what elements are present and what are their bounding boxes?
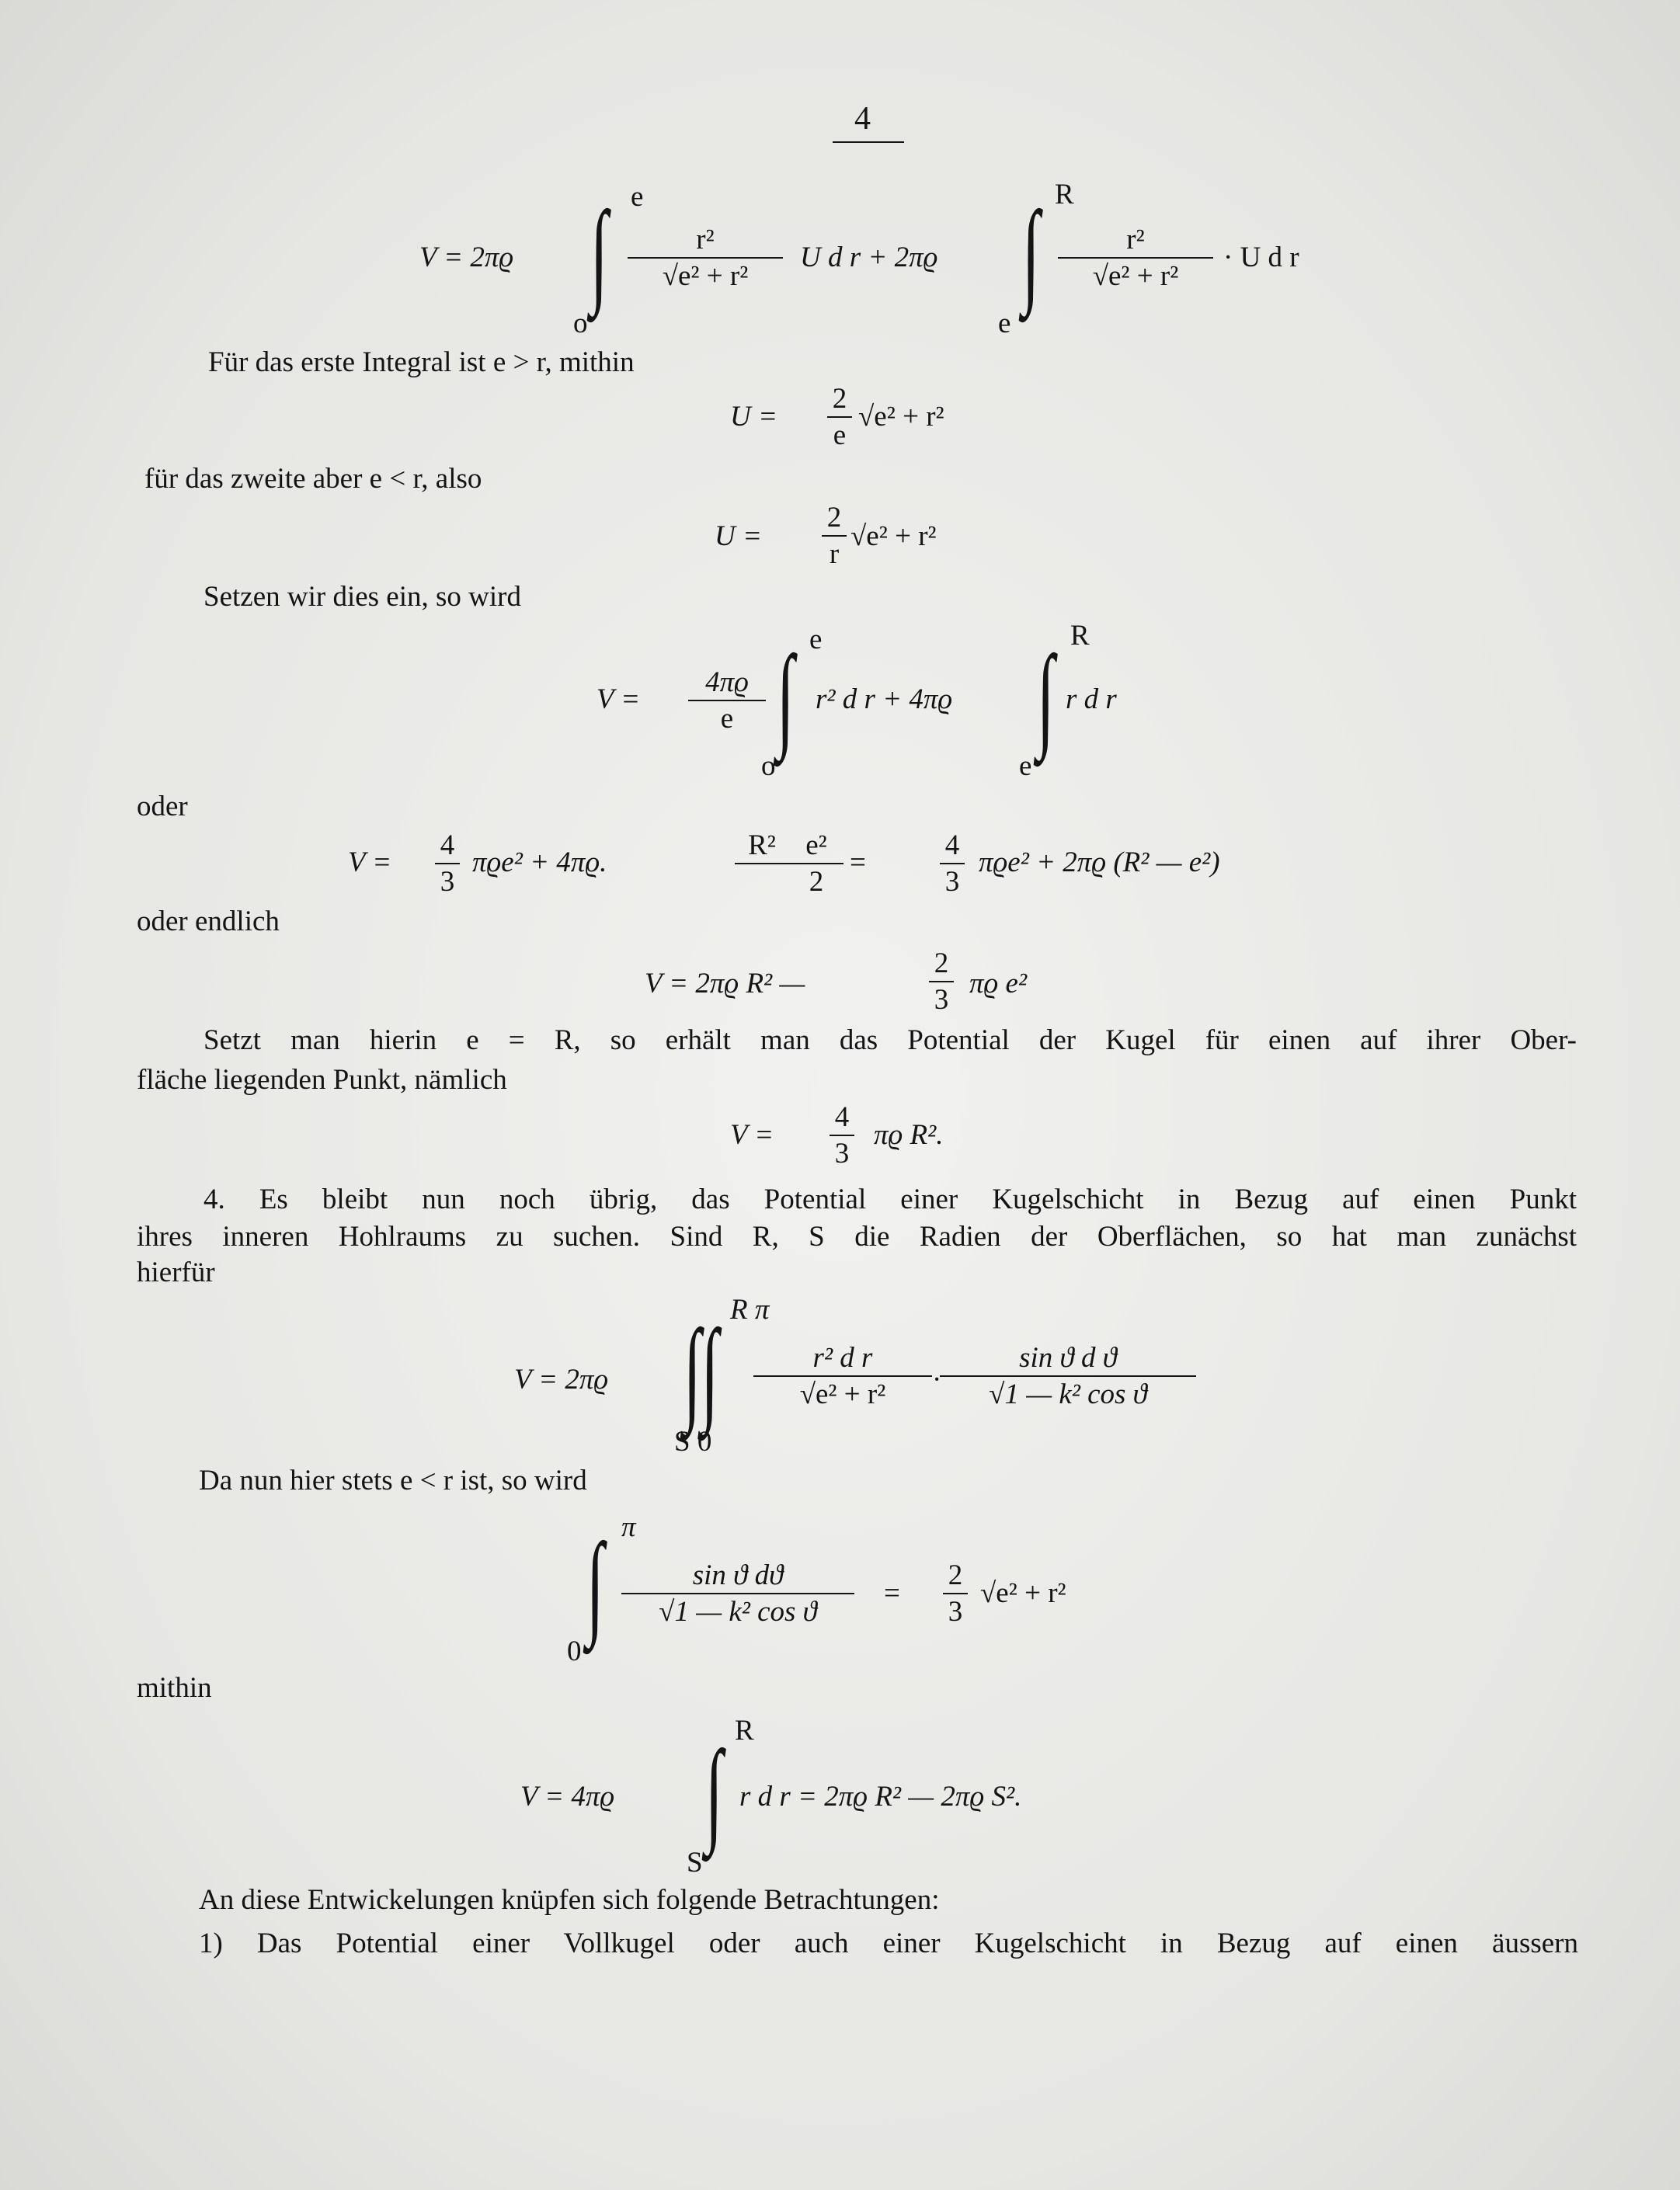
eq7-tail: πϱ R². (874, 1119, 944, 1151)
eq4-int2-lower: e (1019, 750, 1032, 782)
integral-sign-icon: ∫ (590, 188, 608, 317)
eq5-term1: πϱe² + 4πϱ. (472, 846, 607, 878)
eq2-radical: √e² + r² (858, 401, 944, 433)
eq4-body2: r d r (1066, 683, 1117, 715)
eq10-lhs: V = 4πϱ (520, 1781, 615, 1813)
eq9-frac2: $\frac{2}{3}$ (943, 1561, 968, 1626)
integral-sign-icon: ∫ (1037, 632, 1055, 761)
eq5-equals: = (850, 846, 866, 878)
eq8-upper-limits: R π (730, 1294, 770, 1326)
eq1-frac2: $\frac{\text{r²}}{\text{√e² + r²}}$ (1058, 225, 1213, 290)
eq1-tail: · U d r (1223, 242, 1299, 273)
eq5-frac4: $\frac{4}{3}$ (940, 831, 965, 896)
eq1-int2-lower: e (998, 308, 1011, 339)
eq4-frac: $\frac{4\pi ϱ}{e}$ (688, 668, 766, 733)
eq1-int2-upper: R (1055, 179, 1074, 210)
eq1-int1-upper: e (631, 181, 644, 213)
paragraph-3: Setzen wir dies ein, so wird (203, 581, 521, 613)
paragraph-7c: hierfür (137, 1257, 215, 1288)
eq9-upper: π (621, 1511, 636, 1543)
paragraph-7b: ihres inneren Hohlraums zu suchen. Sind R, S die Radien der Oberflächen, so hat man zunächst (137, 1221, 1577, 1253)
eq3-frac: $\frac{2}{r}$ (822, 503, 847, 568)
paragraph-6b: fläche liegenden Punkt, nämlich (137, 1064, 507, 1096)
eq9-frac1: $\frac{\text{sin ϑ dϑ}}{\text{√1 — k² cos ϑ}}$ (621, 1561, 854, 1626)
eq8-frac2: $\frac{\text{sin ϑ d ϑ}}{\text{√1 — k² cos ϑ}}$ (940, 1344, 1196, 1409)
integral-sign-icon: ∫ (705, 1727, 723, 1856)
eq4-lhs: V = (597, 683, 641, 715)
eq5-frac1: $\frac{4}{3}$ (435, 831, 460, 896)
eq4-int1-upper: e (809, 624, 823, 655)
eq7-frac: $\frac{4}{3}$ (830, 1103, 854, 1168)
eq5-frac2: R² (735, 831, 789, 867)
eq9-equals: = (884, 1577, 900, 1609)
eq9-radical: √e² + r² (980, 1577, 1066, 1609)
eq7-lhs: V = (730, 1119, 774, 1151)
eq4-int2-upper: R (1070, 620, 1090, 652)
eq8-dot: · (932, 1364, 942, 1396)
eq6-lhs: V = 2πϱ R² — (645, 968, 805, 999)
eq5-lhs: V = (348, 846, 392, 878)
eq4-int1-lower: o (761, 750, 776, 782)
paragraph-5: oder endlich (137, 906, 280, 937)
eq8-lhs: V = 2πϱ (514, 1364, 609, 1396)
double-integral-icon: ∫∫ (683, 1306, 719, 1435)
paragraph-2: für das zweite aber e < r, also (144, 463, 482, 495)
page-number-rule (833, 141, 904, 143)
eq10-upper: R (735, 1715, 754, 1747)
eq9-lower: 0 (567, 1636, 582, 1667)
eq1-int1-lower: o (573, 308, 588, 339)
eq2-frac: $\frac{2}{e}$ (827, 384, 852, 450)
eq6-frac: $\frac{2}{3}$ (929, 949, 954, 1014)
eq1-lhs: V = 2πϱ (419, 242, 514, 273)
paragraph-6a: Setzt man hierin e = R, so erhält man das Potential der Kugel für einen auf ihrer Ober- (203, 1024, 1577, 1056)
eq8-lower-limits: S 0 (674, 1426, 712, 1458)
page-number: 4 (854, 101, 871, 137)
integral-sign-icon: ∫ (777, 632, 795, 761)
eq8-frac1: $\frac{\text{r² d r}}{\text{√e² + r²}}$ (753, 1344, 932, 1409)
eq1-mid: U d r + 2πϱ (800, 242, 938, 273)
paragraph-11: 1) Das Potential einer Vollkugel oder auch einer Kugelschicht in Bezug auf einen äussern (199, 1928, 1578, 1959)
integral-sign-icon: ∫ (1022, 188, 1040, 317)
paragraph-4: oder (137, 791, 188, 822)
eq2-lhs: U = (730, 401, 777, 433)
eq10-lower: S (687, 1847, 703, 1879)
eq6-tail: πϱ e² (969, 968, 1028, 999)
eq4-body1: r² d r + 4πϱ (816, 683, 953, 715)
eq5-term2: πϱe² + 2πϱ (R² — e²) (979, 846, 1220, 878)
paragraph-1: Für das erste Integral ist e > r, mithin (208, 346, 635, 378)
eq3-radical: √e² + r² (850, 520, 937, 552)
paragraph-9: mithin (137, 1672, 212, 1704)
paragraph-7a: 4. Es bleibt nun noch übrig, das Potential einer Kugelschicht in Bezug auf einen Punkt (203, 1184, 1577, 1215)
paragraph-10: An diese Entwickelungen knüpfen sich folgende Betrachtungen: (199, 1884, 940, 1916)
paragraph-8: Da nun hier stets e < r ist, so wird (199, 1465, 587, 1496)
eq5-frac3: $\frac{\text{e²}}{2}$ (789, 831, 843, 896)
eq1-frac1: $\frac{\text{r²}}{\text{√e² + r²}}$ (628, 225, 783, 290)
eq3-lhs: U = (715, 520, 762, 552)
integral-sign-icon: ∫ (586, 1520, 604, 1649)
eq10-body: r d r = 2πϱ R² — 2πϱ S². (739, 1781, 1022, 1813)
